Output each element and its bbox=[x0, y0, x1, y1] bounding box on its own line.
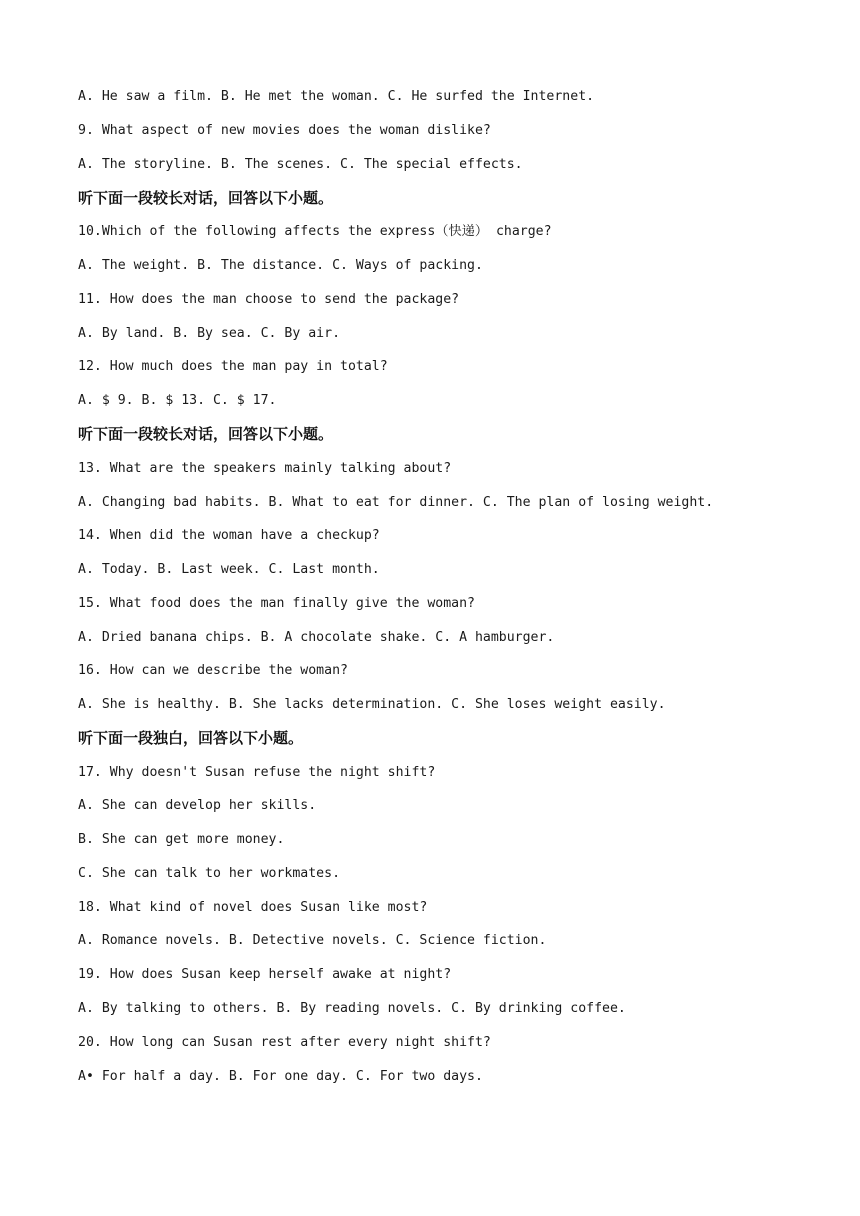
option-line-q12: A. $ 9. B. $ 13. C. $ 17. bbox=[78, 393, 277, 408]
option-line-q16: A. She is healthy. B. She lacks determination. C. She loses weight easily. bbox=[78, 697, 666, 712]
question-11: 11. How does the man choose to send the package? bbox=[78, 292, 460, 307]
section-heading: 听下面一段较长对话，回答以下小题。 bbox=[78, 425, 334, 443]
option-line-q11: A. By land. B. By sea. C. By air. bbox=[78, 326, 341, 341]
question-14: 14. When did the woman have a checkup? bbox=[78, 528, 380, 543]
section-heading: 听下面一段独白，回答以下小题。 bbox=[78, 729, 304, 747]
option-line-q15: A. Dried banana chips. B. A chocolate shake. C. A hamburger. bbox=[78, 630, 555, 645]
option-line-q19: A. By talking to others. B. By reading novels. C. By drinking coffee. bbox=[78, 1001, 626, 1016]
question-10: 10.Which of the following affects the express（快递） charge? bbox=[78, 224, 552, 239]
option-line-q9: A. The storyline. B. The scenes. C. The special effects. bbox=[78, 157, 523, 172]
option-line-q13: A. Changing bad habits. B. What to eat for dinner. C. The plan of losing weight. bbox=[78, 495, 714, 510]
option-line-q8: A. He saw a film. B. He met the woman. C. He surfed the Internet. bbox=[78, 89, 595, 104]
question-17: 17. Why doesn't Susan refuse the night shift? bbox=[78, 765, 436, 780]
option-line-q10: A. The weight. B. The distance. C. Ways of packing. bbox=[78, 258, 483, 273]
question-20: 20. How long can Susan rest after every night shift? bbox=[78, 1035, 491, 1050]
option-line-q18: A. Romance novels. B. Detective novels. C. Science fiction. bbox=[78, 933, 547, 948]
option-b-q17: B. She can get more money. bbox=[78, 832, 285, 847]
option-line-q14: A. Today. B. Last week. C. Last month. bbox=[78, 562, 380, 577]
option-c-q17: C. She can talk to her workmates. bbox=[78, 866, 341, 881]
option-line-q20: A• For half a day. B. For one day. C. For two days. bbox=[78, 1069, 483, 1084]
question-19: 19. How does Susan keep herself awake at night? bbox=[78, 967, 452, 982]
question-13: 13. What are the speakers mainly talking about? bbox=[78, 461, 452, 476]
question-15: 15. What food does the man finally give the woman? bbox=[78, 596, 475, 611]
question-16: 16. How can we describe the woman? bbox=[78, 663, 348, 678]
question-9: 9. What aspect of new movies does the woman dislike? bbox=[78, 123, 491, 138]
option-a-q17: A. She can develop her skills. bbox=[78, 798, 317, 813]
question-12: 12. How much does the man pay in total? bbox=[78, 359, 388, 374]
section-heading: 听下面一段较长对话，回答以下小题。 bbox=[78, 189, 334, 207]
question-18: 18. What kind of novel does Susan like most? bbox=[78, 900, 428, 915]
